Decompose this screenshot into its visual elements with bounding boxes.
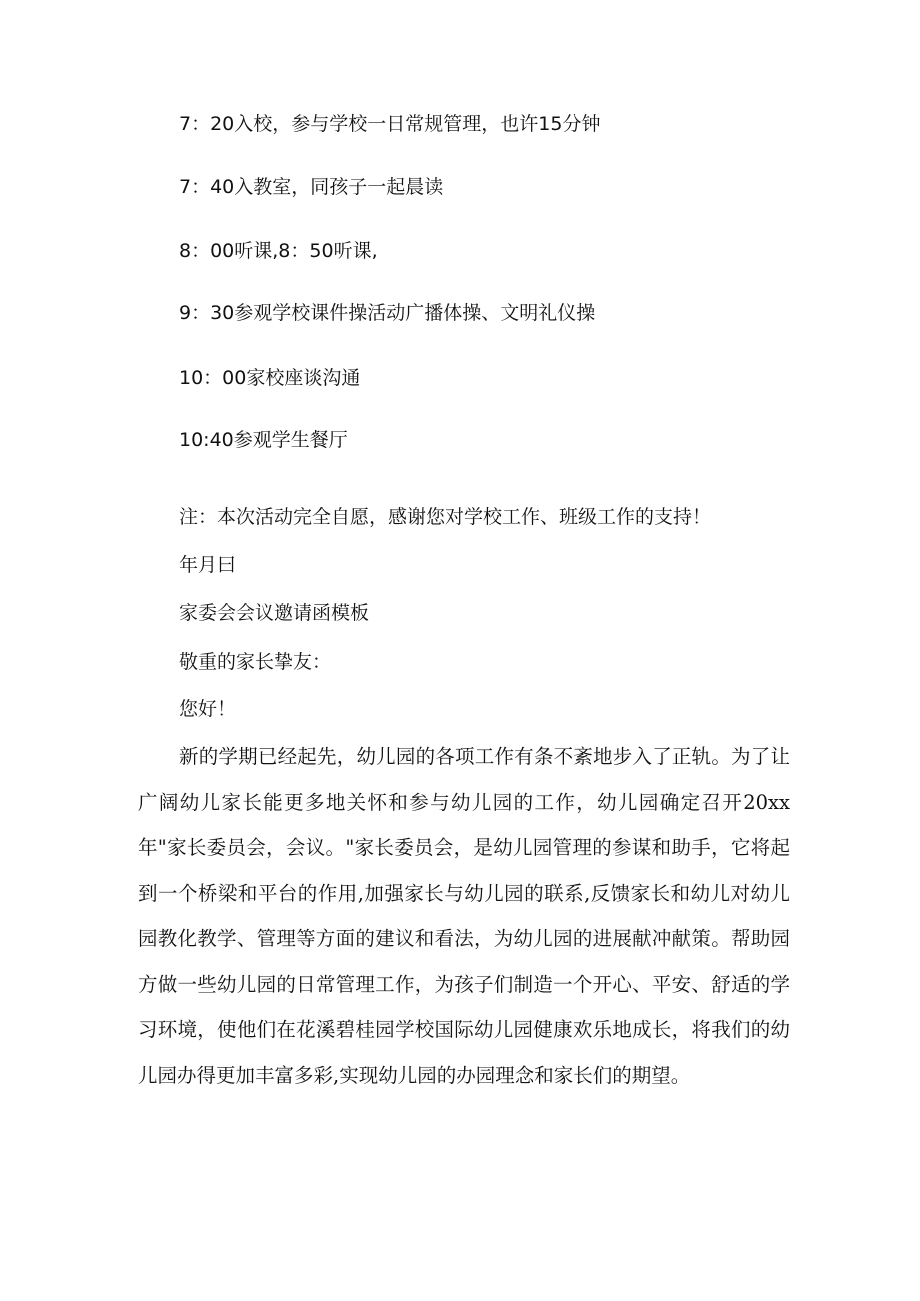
date-line: 年月曰 xyxy=(179,554,237,576)
body-paragraph: 新的学期已经起先，幼儿园的各项工作有条不紊地步入了正轨。为了让广阔幼儿家长能更多地关怀和参与幼儿园的工作，幼儿园确定召开20xx年"家长委员会，会议。"家长委员会，是幼儿园管理的参谋和助手，它将起到一个桥梁和平台的作用,加强家长与幼儿园的联系,反馈家长和幼儿对幼儿园教化教学、管理等方面的建议和看法，为幼儿园的进展献冲献策。帮助园方做一些幼儿园的日常管理工作，为孩子们制造一个开心、平安、舒适的学习环境，使他们在花溪碧桂园学校国际幼儿园健康欢乐地成长，将我们的幼儿园办得更加丰富多彩,实现幼儿园的办园理念和家长们的期望。 xyxy=(138,745,790,1087)
greeting: 您好！ xyxy=(179,698,237,720)
schedule-item: 9：30参观学校课件操活动广播体操、文明礼仪操 xyxy=(179,302,596,324)
salutation: 敬重的家长挚友： xyxy=(179,651,332,673)
note-line: 注：本次活动完全自愿，感谢您对学校工作、班级工作的支持！ xyxy=(179,506,712,528)
schedule-item: 7：20入校，参与学校一日常规管理，也许15分钟 xyxy=(179,113,601,135)
template-title: 家委会会议邀请函模板 xyxy=(179,602,370,624)
schedule-item: 8：00听课,8：50听课, xyxy=(179,240,378,262)
schedule-item: 10:40参观学生餐厅 xyxy=(179,429,348,451)
schedule-item: 7：40入教室，同孩子一起晨读 xyxy=(179,176,444,198)
schedule-item: 10：00家校座谈沟通 xyxy=(179,367,361,389)
